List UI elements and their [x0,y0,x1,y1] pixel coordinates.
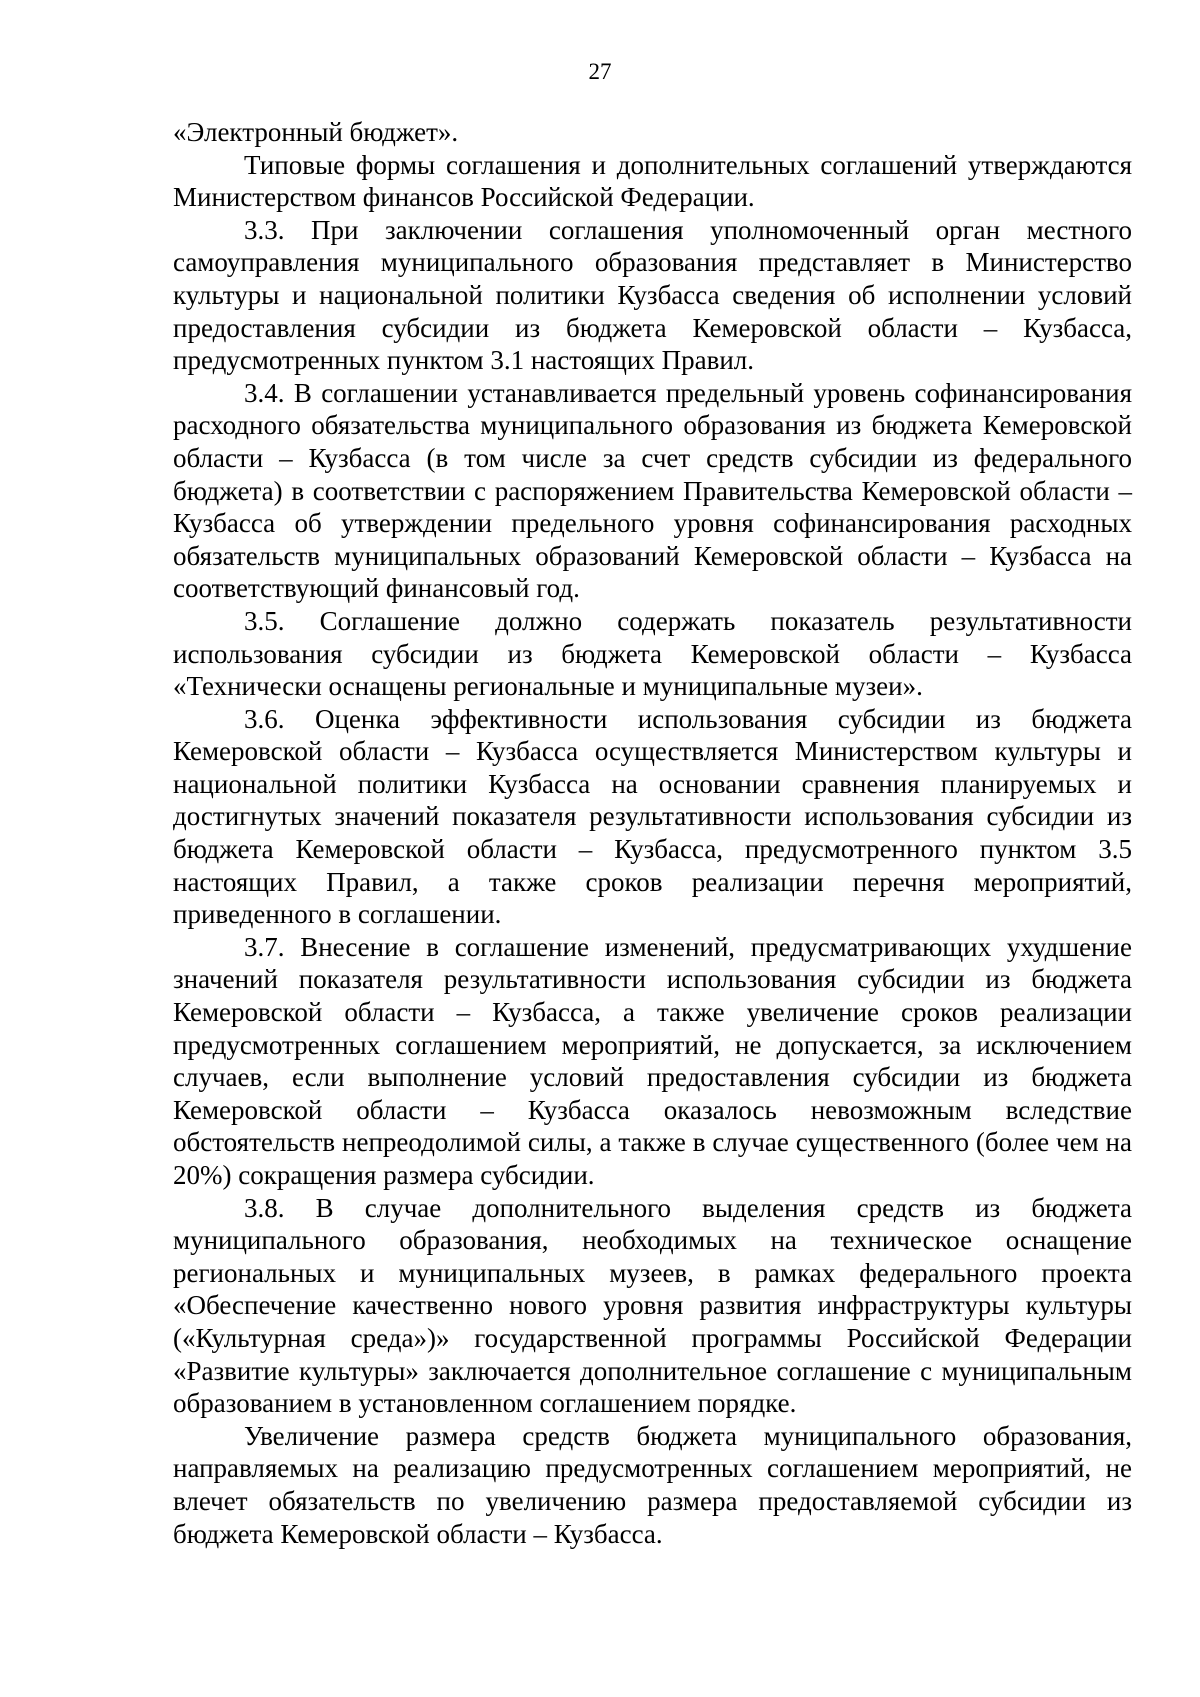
paragraph-typical-forms: Типовые формы соглашения и дополнительных соглашений утверждаются Министерством финансов Российской Федерации. [173,149,1132,213]
paragraph-3-5: 3.5. Соглашение должно содержать показатель результативности использования субсидии из бюджета Кемеровской области – Кузбасса «Технически оснащены региональные и муниципальные музеи». [173,605,1132,702]
paragraph-3-6: 3.6. Оценка эффективности использования субсидии из бюджета Кемеровской области – Кузбасса осуществляется Министерством культуры и национальной политики Кузбасса на основании сравнения планируемых и достигнутых значений показателя результативности использования субсидии из бюджета Кемеровской области – Кузбасса, предусмотренного пунктом 3.5 настоящих Правил, а также сроков реализации перечня мероприятий, приведенного в соглашении. [173,703,1132,930]
page-number: 27 [588,59,612,84]
paragraph-3-3: 3.3. При заключении соглашения уполномоченный орган местного самоуправления муниципального образования представляет в Министерство культуры и национальной политики Кузбасса сведения об исполнении условий предоставления субсидии из бюджета Кемеровской области – Кузбасса, предусмотренных пунктом 3.1 настоящих Правил. [173,214,1132,376]
paragraph-3-7: 3.7. Внесение в соглашение изменений, предусматривающих ухудшение значений показателя результативности использования субсидии из бюджета Кемеровской области – Кузбасса, а также увеличение сроков реализации предусмотренных соглашением мероприятий, не допускается, за исключением случаев, если выполнение условий предоставления субсидии из бюджета Кемеровской области – Кузбасса оказалось невозможным вследствие обстоятельств непреодолимой силы, а также в случае существенного (более чем на 20%) сокращения размера субсидии. [173,931,1132,1190]
paragraph-3-8: 3.8. В случае дополнительного выделения средств из бюджета муниципального образования, необходимых на техническое оснащение региональных и муниципальных музеев, в рамках федерального проекта «Обеспечение качественно нового уровня развития инфраструктуры культуры («Культурная среда»)» государственной программы Российской Федерации «Развитие культуры» заключается дополнительное соглашение с муниципальным образованием в установленном соглашением порядке. [173,1192,1132,1419]
paragraph-continuation: «Электронный бюджет». [173,117,459,147]
paragraph-budget-increase: Увеличение размера средств бюджета муниципального образования, направляемых на реализацию предусмотренных соглашением мероприятий, не влечет обязательств по увеличению размера предоставляемой субсидии из бюджета Кемеровской области – Кузбасса. [173,1420,1132,1549]
document-body [173,116,1132,1550]
paragraph-3-4: 3.4. В соглашении устанавливается предельный уровень софинансирования расходного обязательства муниципального образования из бюджета Кемеровской области – Кузбасса (в том числе за счет средств субсидии из федерального бюджета) в соответствии с распоряжением Правительства Кемеровской области – Кузбасса об утверждении предельного уровня софинансирования расходных обязательств муниципальных образований Кемеровской области – Кузбасса на соответствующий финансовый год. [173,377,1132,604]
